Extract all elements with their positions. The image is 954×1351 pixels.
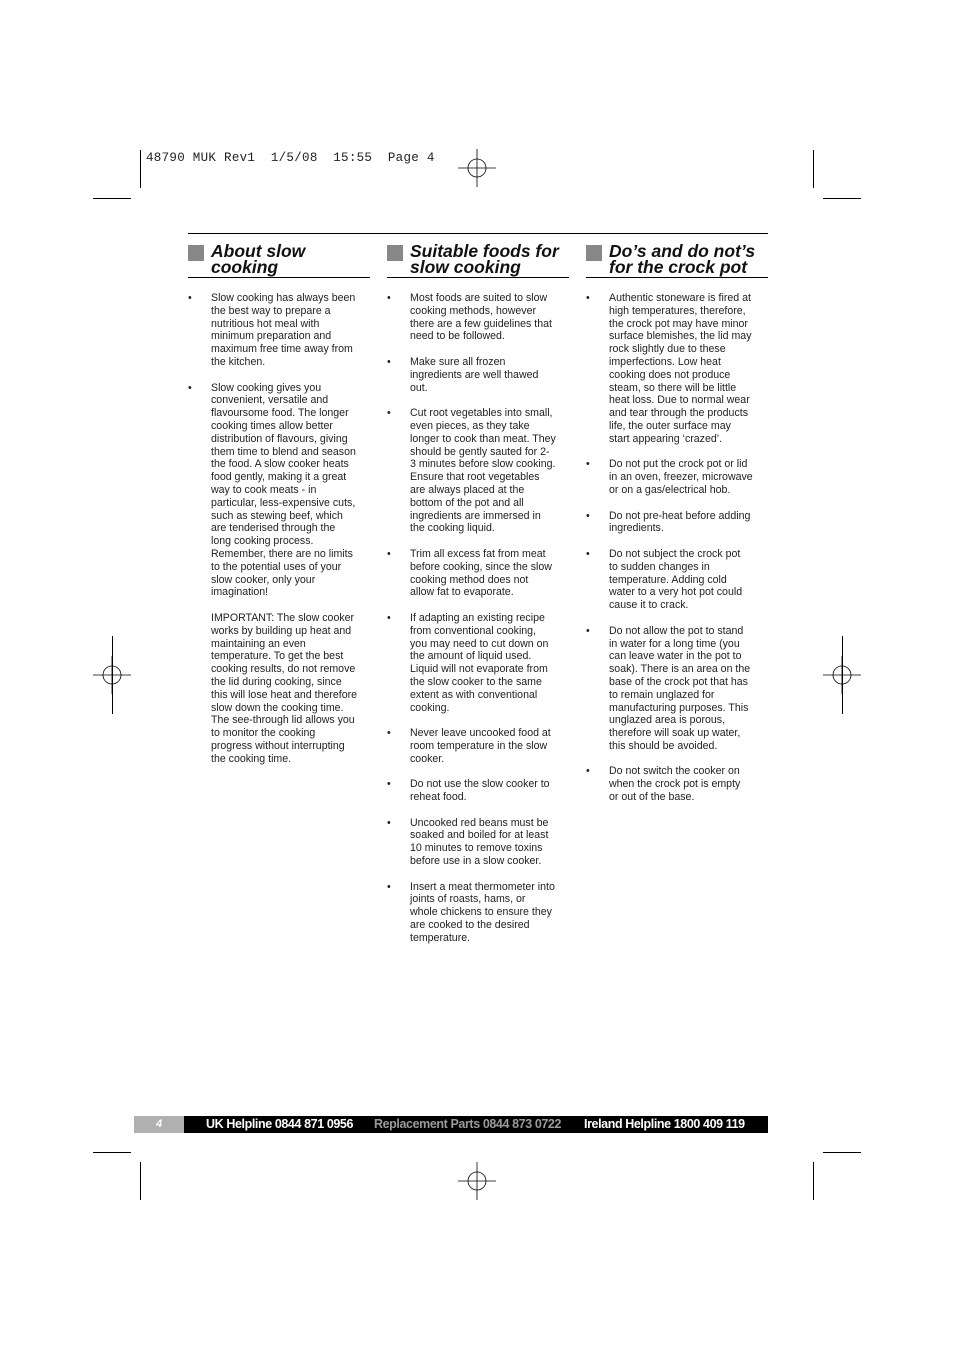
list-item: • Never leave uncooked food at room temperature in the slow cooker. — [387, 727, 551, 765]
bullet-icon: • — [387, 880, 391, 893]
crop-mark — [140, 150, 141, 188]
crop-mark — [813, 1162, 814, 1200]
list-item: • Slow cooking gives you convenient, versatile and flavoursome food. The longer cooking times allow better distribution of flavours, giving them time to blend and season the food. A slow cooker heats food gently, making it a great way to cook meats - in particular, less-expensive cuts, such as stewing beef, which are tenderised through the long cooking process. Remember, there are no limits to the potential uses of your slow cooker, only your imagination! — [188, 381, 356, 599]
section-title: Suitable foods for slow cooking — [410, 241, 559, 277]
column-dos-and-donts — [586, 241, 768, 804]
top-rule — [188, 233, 768, 234]
section-heading — [188, 243, 370, 278]
registration-mark-icon — [458, 149, 496, 187]
list-item: • Uncooked red beans must be soaked and boiled for at least 10 minutes to remove toxins before use in a slow cooker. — [387, 816, 549, 868]
bullet-icon: • — [387, 355, 391, 368]
uk-helpline: UK Helpline 0844 871 0956 — [206, 1117, 354, 1131]
section-heading — [387, 243, 569, 278]
heading-square-icon — [387, 245, 403, 261]
list-item: • Trim all excess fat from meat before cooking, since the slow cooking method does not allow fat to evaporate. — [387, 547, 552, 599]
printer-slug: 48790 MUK Rev1 1/5/08 15:55 Page 4 — [146, 151, 435, 165]
registration-mark-icon — [458, 1162, 496, 1200]
bullet-icon: • — [387, 407, 391, 420]
column-suitable-foods — [387, 241, 569, 944]
bullet-list — [586, 292, 768, 817]
list-item: • Do not pre-heat before adding ingredients. — [586, 509, 751, 535]
bullet-icon: • — [387, 816, 391, 829]
list-item: • Make sure all frozen ingredients are well thawed out. — [387, 355, 539, 394]
bullet-icon: • — [586, 547, 590, 560]
page-number: 4 — [134, 1116, 184, 1133]
bullet-list — [188, 292, 370, 778]
bullet-icon: • — [387, 727, 391, 740]
bullet-icon: • — [188, 381, 192, 394]
column-about-slow-cooking — [188, 241, 370, 765]
bullet-icon: • — [586, 458, 590, 471]
list-item: • Do not switch the cooker on when the crock pot is empty or out of the base. — [586, 765, 741, 804]
list-item: • Do not use the slow cooker to reheat food. — [387, 778, 550, 804]
crop-mark — [140, 1162, 141, 1200]
list-item: • Slow cooking has always been the best way to prepare a nutritious hot meal with minimum preparation and maximum free time away from the kitchen. — [188, 292, 356, 368]
crop-mark — [823, 1152, 861, 1153]
bullet-icon: • — [387, 547, 391, 560]
bullet-icon: • — [188, 292, 192, 304]
list-item: • Do not allow the pot to stand in water for a long time (you can leave water in the pot to soak). There is an area on the base of the crock pot that has to remain unglazed for manufacturing purposes. This unglazed area is porous, therefore will soak up water, this should be avoided. — [586, 624, 751, 752]
bullet-list — [387, 292, 569, 957]
list-item: • Authentic stoneware is fired at high temperatures, therefore, the crock pot may have minor surface blemishes, the lid may rock slightly due to these imperfections. Low heat cooking does not produce steam, so there will be little heat loss. Due to normal wear and tear through the products life, the outer surface may start appearing ‘crazed’. — [586, 292, 752, 445]
bullet-icon: • — [387, 611, 391, 624]
bullet-icon: • — [387, 778, 391, 791]
bullet-icon: • — [387, 292, 391, 304]
section-heading — [586, 243, 768, 278]
crop-mark — [842, 636, 843, 714]
crop-mark — [823, 198, 861, 199]
list-item: • If adapting an existing recipe from conventional cooking, you may need to cut down on the amount of liquid used. Liquid will not evaporate from the slow cooker to the same extent as with conventional cooking. — [387, 611, 549, 714]
list-item: • Do not subject the crock pot to sudden changes in temperature. Adding cold water to a very hot pot could cause it to crack. — [586, 547, 743, 612]
crop-mark — [813, 150, 814, 188]
list-item: • Cut root vegetables into small, even pieces, as they take longer to cook than meat. They should be gently sauted for 2- 3 minutes before slow cooking. Ensure that root vegetables are always placed at the bottom of the pot and all ingredients are immersed in the cooking liquid. — [387, 407, 556, 535]
important-note: IMPORTANT: The slow cooker works by building up heat and maintaining an even temperature. To get the best cooking results, do not remove the lid during cooking, since this will lose heat and therefore slow down the cooking time. The see-through lid allows you to monitor the cooking progress without interrupting the cooking time. — [211, 611, 358, 765]
replacement-parts: Replacement Parts 0844 873 0722 — [374, 1117, 562, 1131]
list-item: • Most foods are suited to slow cooking methods, however there are a few guidelines that need to be followed. — [387, 292, 552, 343]
bullet-icon: • — [586, 624, 590, 637]
bullet-icon: • — [586, 509, 590, 522]
list-item: • Insert a meat thermometer into joints of roasts, hams, or whole chickens to ensure they are cooked to the desired temperature. — [387, 880, 555, 944]
crop-mark — [112, 636, 113, 714]
bullet-icon: • — [586, 765, 590, 778]
list-item: • Do not put the crock pot or lid in an oven, freezer, microwave or on a gas/electrical hob. — [586, 458, 753, 496]
bullet-icon: • — [586, 292, 590, 304]
footer-bar — [134, 1116, 768, 1133]
ireland-helpline: Ireland Helpline 1800 409 119 — [584, 1117, 745, 1131]
section-title: Do’s and do not’s for the crock pot — [609, 241, 756, 277]
heading-square-icon — [586, 245, 602, 261]
heading-square-icon — [188, 245, 204, 261]
crop-mark — [93, 198, 131, 199]
crop-mark — [93, 1152, 131, 1153]
section-title: About slow cooking — [211, 241, 306, 277]
